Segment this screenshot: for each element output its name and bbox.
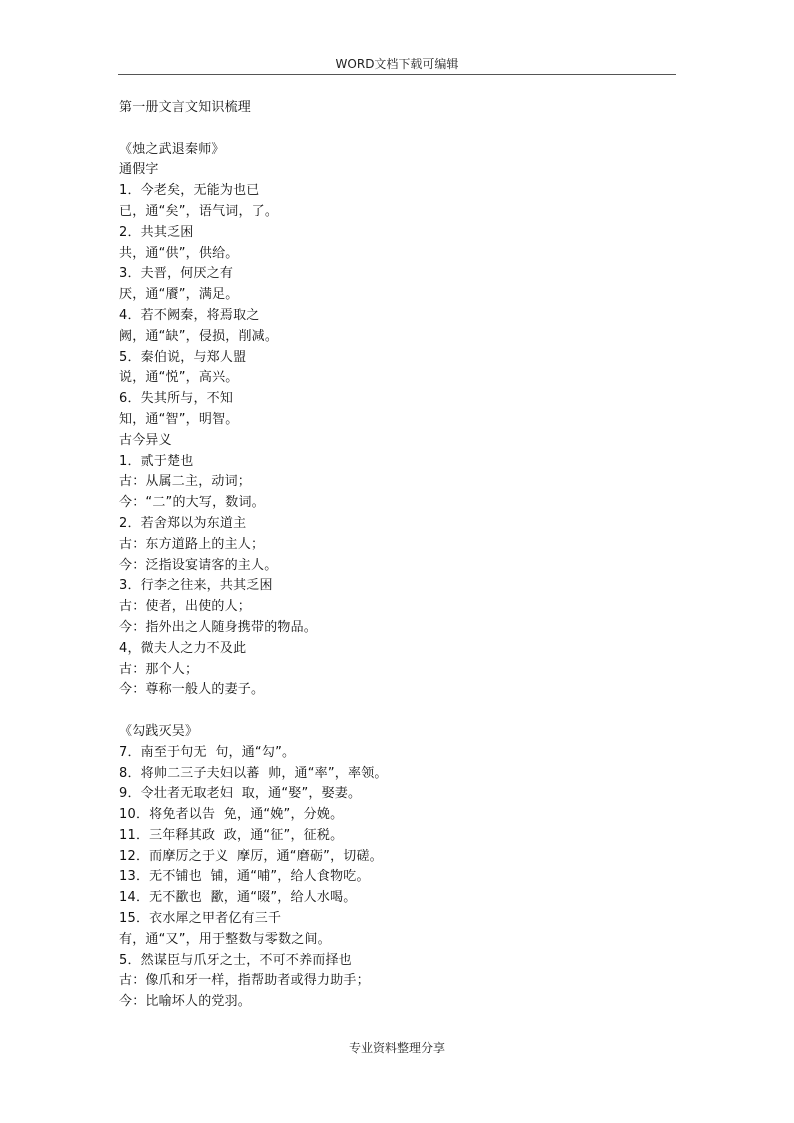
text-line: 古：那个人； — [119, 661, 199, 677]
text-line: 今：尊称一般人的妻子。 — [119, 682, 265, 698]
tongjia-list — [119, 181, 679, 431]
text-line: 1．今老矣，无能为也已 — [119, 183, 260, 199]
page-footer: 专业资料整理分享 — [348, 1041, 445, 1055]
text-line: 今：“二”的大写，数词。 — [119, 495, 265, 511]
text-line: 15．衣水犀之甲者亿有三千 — [119, 911, 282, 927]
blank-line — [119, 701, 679, 722]
text-line: 13．无不铺也 铺，通“哺”，给人食物吃。 — [119, 869, 370, 885]
goujian-list — [119, 743, 679, 1013]
text-line: 古：使者，出使的人； — [119, 599, 252, 615]
text-line: 4．若不阙秦，将焉取之 — [119, 307, 260, 323]
blank-line — [119, 119, 679, 140]
text-line: 今：比喻坏人的党羽。 — [119, 994, 252, 1010]
gujin-list — [119, 452, 679, 702]
page-header: WORD文档下载可编辑 — [335, 57, 459, 71]
text-line: 厌，通“餍”，满足。 — [119, 287, 239, 303]
text-line: 7．南至于句无 句，通“勾”。 — [119, 744, 296, 760]
text-line: 1．贰于楚也 — [119, 453, 194, 469]
text-line: 古：从属二主，动词； — [119, 474, 252, 490]
text-line: 共，通“供”，供给。 — [119, 245, 239, 261]
text-line: 3．夫晋，何厌之有 — [119, 266, 234, 282]
text-line: 4，微夫人之力不及此 — [119, 640, 247, 656]
text-line: 古：像爪和牙一样，指帮助者或得力助手； — [119, 973, 370, 989]
text-line: 14．无不歠也 歠，通“啜”，给人水喝。 — [119, 890, 357, 906]
document-title: 第一册文言文知识梳理 — [119, 100, 252, 115]
text-line: 5．秦伯说，与郑人盟 — [119, 349, 247, 365]
text-line: 今：泛指设宴请客的主人。 — [119, 557, 278, 573]
text-line: 9．令壮者无取老妇 取，通“娶”，娶妻。 — [119, 786, 362, 802]
section-heading: 《烛之武退秦师》 — [119, 141, 225, 157]
text-line: 知，通“智”，明智。 — [119, 411, 239, 427]
text-line: 说，通“悦”，高兴。 — [119, 370, 239, 386]
text-line: 有，通“又”，用于整数与零数之间。 — [119, 931, 331, 947]
subsection-heading: 古今异义 — [119, 432, 172, 448]
text-line: 阙，通“缺”，侵损，削减。 — [119, 328, 279, 344]
text-line: 古：东方道路上的主人； — [119, 536, 265, 552]
text-line: 今：指外出之人随身携带的物品。 — [119, 619, 318, 635]
text-line: 12．而摩厉之于义 摩厉，通“磨砺”，切磋。 — [119, 848, 383, 864]
text-line: 10．将免者以告 免，通“娩”，分娩。 — [119, 807, 344, 823]
text-line: 8．将帅二三子夫妇以蕃 帅，通“率”，率领。 — [119, 765, 388, 781]
section-heading: 《勾践灭吴》 — [119, 723, 199, 739]
text-line: 5．然谋臣与爪牙之士，不可不养而择也 — [119, 952, 352, 968]
header-divider — [118, 74, 676, 75]
text-line: 11．三年释其政 政，通“征”，征税。 — [119, 827, 344, 843]
text-line: 6．失其所与，不知 — [119, 391, 234, 407]
document-body — [119, 98, 679, 1013]
text-line: 3．行李之往来，共其乏困 — [119, 578, 273, 594]
text-line: 2．共其乏困 — [119, 224, 194, 240]
text-line: 已，通“矣”，语气词，了。 — [119, 203, 279, 219]
subsection-heading: 通假字 — [119, 162, 159, 178]
text-line: 2．若舍郑以为东道主 — [119, 515, 247, 531]
